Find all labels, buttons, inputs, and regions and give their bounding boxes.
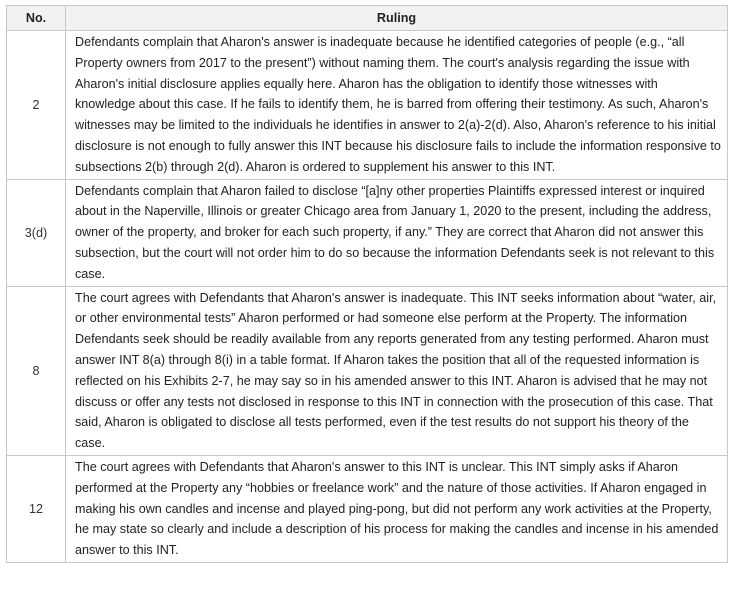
header-row bbox=[7, 6, 728, 31]
rulings-table bbox=[6, 5, 728, 563]
header-ruling: Ruling bbox=[66, 6, 728, 31]
clipped-heading bbox=[0, 0, 733, 4]
row-number: 2 bbox=[7, 31, 66, 180]
ruling-text: The court agrees with Defendants that Aharon's answer is inadequate. This INT seeks information about “water, air, or other environmental tests” Aharon performed or had someone else perform at the Property. The information Defendants seek should be readily available from any reports generated from any testing performed. Aharon must answer INT 8(a) through 8(i) in a table format. If Aharon takes the position that all of the requested information is reflected on his Exhibits 2-7, he may say so in his amended answer to this INT. Aharon is advised that he may not discuss or offer any tests not disclosed in response to this INT in connection with the prosecution of this case. That said, Aharon is obligated to disclose all tests performed, even if the test results do not support his theory of the case. bbox=[66, 286, 728, 455]
ruling-text: Defendants complain that Aharon's answer is inadequate because he identified categories of people (e.g., “all Property owners from 2017 to the present”) without naming them. The court's analysis regarding the issue with Aharon's initial disclosure applies equally here. Aharon has the obligation to identify those witnesses with knowledge about this case. If he fails to identify them, he is barred from offering their testimony. As such, Aharon's witnesses may be limited to the individuals he identifies in answer to 2(a)-2(d). Also, Aharon's reference to his initial disclosure is not enough to fully answer this INT because his disclosure fails to include the information responsive to subsections 2(b) through 2(d). Aharon is ordered to supplement his answer to this INT. bbox=[66, 31, 728, 180]
table-row bbox=[7, 31, 728, 180]
row-number: 12 bbox=[7, 455, 66, 562]
header-no: No. bbox=[7, 6, 66, 31]
table-row bbox=[7, 455, 728, 562]
ruling-text: Defendants complain that Aharon failed to disclose “[a]ny other properties Plaintiffs expressed interest or inquired about in the Naperville, Illinois or greater Chicago area from January 1, 2020 to the present, including the address, owner of the property, and broker for each such property, if any.” They are correct that Aharon did not answer this subsection, but the court will not order him to do so because the information Defendants seek is not relevant to this case. bbox=[66, 179, 728, 286]
table-row bbox=[7, 179, 728, 286]
row-number: 3(d) bbox=[7, 179, 66, 286]
ruling-text: The court agrees with Defendants that Aharon's answer to this INT is unclear. This INT simply asks if Aharon performed at the Property any “hobbies or freelance work” and the nature of those activities. If Aharon engaged in making his own candles and incense and played ping-pong, but did not perform any work activities at the Property, he may state so clearly and include a description of his process for making the candles and incense in his amended answer to this INT. bbox=[66, 455, 728, 562]
table-row bbox=[7, 286, 728, 455]
row-number: 8 bbox=[7, 286, 66, 455]
